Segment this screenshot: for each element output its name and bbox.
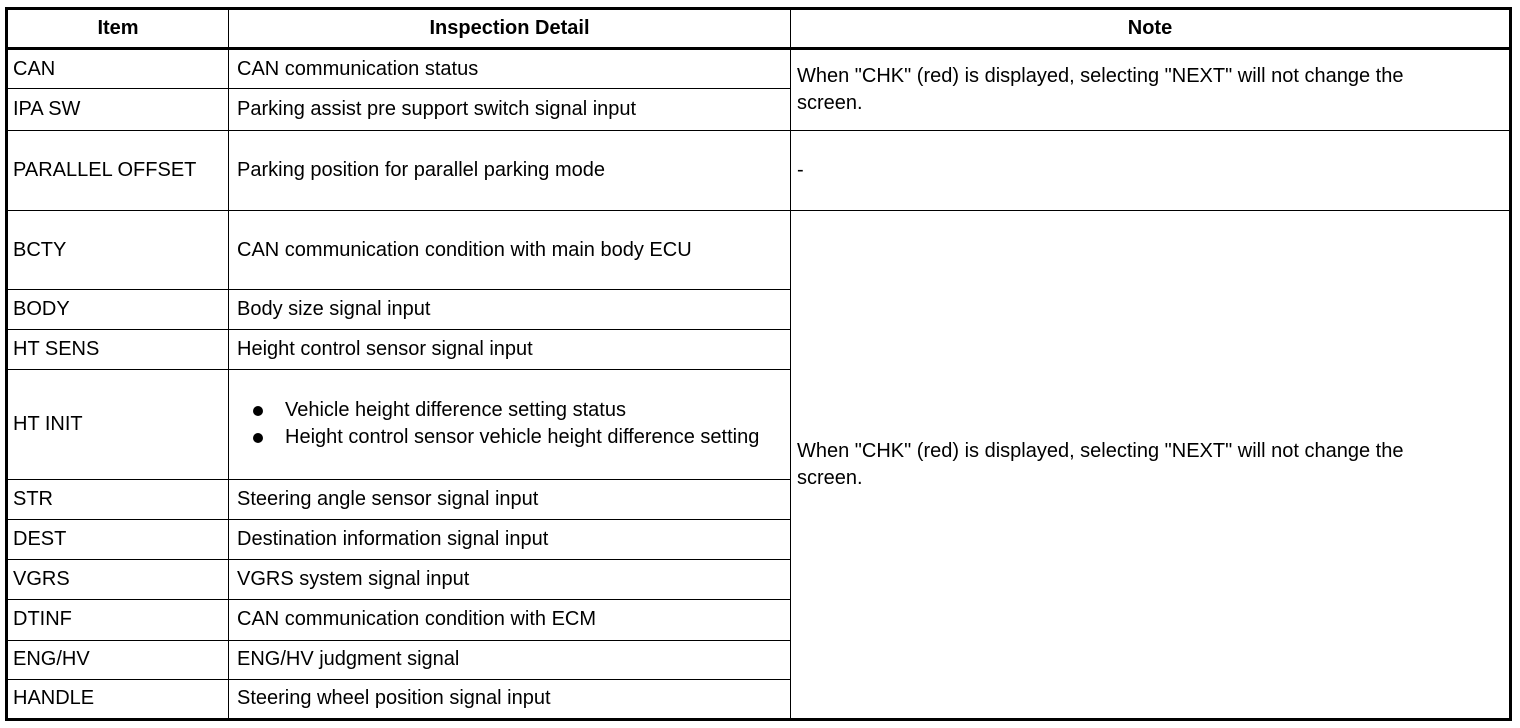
- item-cell: BODY: [7, 290, 229, 329]
- detail-cell: Parking assist pre support switch signal input: [229, 89, 791, 130]
- item-cell: CAN: [7, 49, 229, 89]
- detail-cell: VGRS system signal input: [229, 560, 791, 600]
- detail-cell: CAN communication status: [229, 49, 791, 89]
- list-item-text: Height control sensor vehicle height difference setting: [285, 426, 760, 449]
- item-cell: STR: [7, 479, 229, 519]
- note-cell: -: [791, 130, 1511, 210]
- table-row: [7, 130, 1511, 210]
- note-column-header: Note: [791, 9, 1511, 49]
- list-item: [237, 397, 784, 424]
- item-cell: DTINF: [7, 600, 229, 640]
- inspection-table: [5, 7, 1512, 721]
- detail-cell: Destination information signal input: [229, 519, 791, 559]
- bullet-icon: [253, 406, 263, 416]
- detail-cell: [229, 369, 791, 479]
- note-cell: When "CHK" (red) is displayed, selecting "NEXT" will not change the screen.: [791, 49, 1511, 131]
- item-cell: ENG/HV: [7, 640, 229, 679]
- note-cell: When "CHK" (red) is displayed, selecting "NEXT" will not change the screen.: [791, 211, 1511, 720]
- item-cell: BCTY: [7, 211, 229, 290]
- detail-cell: Steering angle sensor signal input: [229, 479, 791, 519]
- table-row: [7, 49, 1511, 89]
- inspection-detail-column-header: Inspection Detail: [229, 9, 791, 49]
- detail-cell: Body size signal input: [229, 290, 791, 329]
- detail-cell: ENG/HV judgment signal: [229, 640, 791, 679]
- detail-cell: CAN communication condition with ECM: [229, 600, 791, 640]
- item-cell: VGRS: [7, 560, 229, 600]
- list-item-text: Vehicle height difference setting status: [285, 399, 626, 422]
- bullet-icon: [253, 433, 263, 443]
- detail-cell: Height control sensor signal input: [229, 329, 791, 369]
- detail-cell: Parking position for parallel parking mode: [229, 130, 791, 210]
- table-row: [7, 211, 1511, 290]
- item-cell: HT SENS: [7, 329, 229, 369]
- item-cell: PARALLEL OFFSET: [7, 130, 229, 210]
- bullet-list: [237, 397, 784, 451]
- detail-cell: CAN communication condition with main body ECU: [229, 211, 791, 290]
- header-row: [7, 9, 1511, 49]
- item-cell: IPA SW: [7, 89, 229, 130]
- item-cell: HT INIT: [7, 369, 229, 479]
- detail-cell: Steering wheel position signal input: [229, 679, 791, 719]
- item-column-header: Item: [7, 9, 229, 49]
- item-cell: DEST: [7, 519, 229, 559]
- item-cell: HANDLE: [7, 679, 229, 719]
- list-item: [237, 424, 784, 451]
